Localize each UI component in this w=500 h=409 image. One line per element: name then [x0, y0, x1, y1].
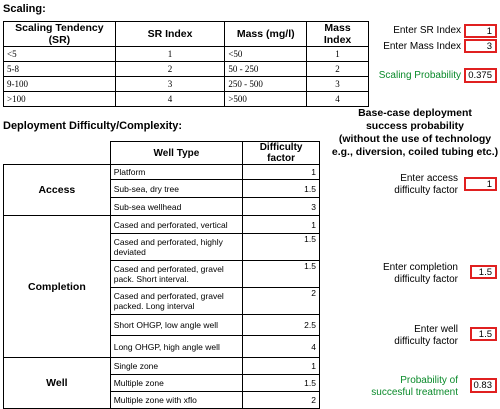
well-type-cell: Single zone [110, 358, 242, 375]
table-cell: 250 - 500 [225, 77, 307, 92]
table-cell: 1 [307, 47, 369, 62]
difficulty-cell: 2.5 [243, 315, 320, 336]
label-line: Enter completion [382, 262, 458, 273]
completion-difficulty-input[interactable]: 1.5 [470, 265, 497, 279]
treatment-probability-output: 0.83 [470, 378, 497, 393]
well-type-cell: Multiple zone [110, 375, 242, 392]
table-cell: >500 [225, 92, 307, 107]
label-line: succesful treatment [371, 387, 458, 398]
category-well: Well [4, 358, 111, 409]
base-case-heading-line: success probability [365, 120, 465, 132]
mass-index-input[interactable]: 3 [464, 39, 497, 53]
table-row [4, 62, 369, 77]
table-cell: 4 [307, 92, 369, 107]
table-cell: 2 [307, 62, 369, 77]
well-difficulty-label [365, 324, 458, 348]
base-case-heading-line: (without the use of technology [338, 133, 492, 145]
well-type-cell: Multiple zone with xflo [110, 392, 242, 409]
difficulty-cell: 1 [243, 165, 320, 180]
label-line: difficulty factor [394, 274, 458, 285]
mass-index-label: Enter Mass Index [383, 41, 461, 52]
difficulty-cell: 1 [243, 358, 320, 375]
table-cell: <50 [225, 47, 307, 62]
well-type-cell: Cased and perforated, gravel packed. Long interval [110, 288, 242, 315]
table-row [4, 92, 369, 107]
difficulty-cell: 1 [243, 216, 320, 234]
treatment-probability-label [355, 375, 458, 399]
deployment-table [3, 141, 320, 409]
label-line: difficulty factor [394, 336, 458, 347]
category-completion: Completion [4, 216, 111, 358]
difficulty-cell: 1.5 [243, 180, 320, 198]
column-header: Scaling Tendency (SR) [4, 22, 116, 47]
well-type-cell: Platform [110, 165, 242, 180]
sr-index-input[interactable]: 1 [464, 24, 497, 38]
scaling-probability-output: 0.375 [464, 68, 497, 83]
table-cell: 50 - 250 [225, 62, 307, 77]
scaling-heading: Scaling: [3, 3, 46, 15]
well-type-cell: Cased and perforated, vertical [110, 216, 242, 234]
base-case-heading-line: Base-case deployment [358, 107, 472, 119]
label-line: Enter well [414, 324, 458, 335]
table-row [4, 77, 369, 92]
table-row [4, 47, 369, 62]
table-row [4, 358, 320, 375]
column-header: Well Type [110, 142, 242, 165]
label-line: Enter access [400, 173, 458, 184]
table-cell: >100 [4, 92, 116, 107]
difficulty-cell: 1.5 [243, 375, 320, 392]
table-cell: <5 [4, 47, 116, 62]
sr-index-label: Enter SR Index [393, 25, 461, 36]
table-cell: 1 [115, 47, 225, 62]
column-header: Mass Index [307, 22, 369, 47]
table-row [4, 216, 320, 234]
well-type-cell: Sub-sea wellhead [110, 198, 242, 216]
category-access: Access [4, 165, 111, 216]
difficulty-cell: 1.5 [243, 261, 320, 288]
difficulty-cell: 2 [243, 392, 320, 409]
label-line: difficulty factor [394, 185, 458, 196]
deployment-heading: Deployment Difficulty/Complexity: [3, 120, 183, 132]
table-cell: 2 [115, 62, 225, 77]
well-type-cell: Sub-sea, dry tree [110, 180, 242, 198]
table-cell: 4 [115, 92, 225, 107]
difficulty-cell: 3 [243, 198, 320, 216]
access-difficulty-input[interactable]: 1 [464, 177, 497, 191]
access-difficulty-label [365, 173, 458, 197]
completion-difficulty-label [360, 262, 458, 286]
base-case-heading [330, 107, 500, 159]
table-cell: 3 [307, 77, 369, 92]
table-row [4, 165, 320, 180]
difficulty-cell: 4 [243, 336, 320, 358]
base-case-heading-line: e.g., diversion, coiled tubing etc.) [331, 146, 499, 158]
well-difficulty-input[interactable]: 1.5 [470, 327, 497, 341]
column-header: Difficulty factor [243, 142, 320, 165]
column-header: SR Index [115, 22, 225, 47]
column-header: Mass (mg/l) [225, 22, 307, 47]
table-cell: 9-100 [4, 77, 116, 92]
table-cell: 5-8 [4, 62, 116, 77]
difficulty-cell: 1.5 [243, 234, 320, 261]
difficulty-cell: 2 [243, 288, 320, 315]
label-line: Probability of [400, 375, 458, 386]
scaling-probability-label: Scaling Probability [378, 70, 461, 81]
well-type-cell: Cased and perforated, highly deviated [110, 234, 242, 261]
table-cell: 3 [115, 77, 225, 92]
well-type-cell: Short OHGP, low angle well [110, 315, 242, 336]
well-type-cell: Long OHGP, high angle well [110, 336, 242, 358]
scaling-table [3, 21, 369, 107]
well-type-cell: Cased and perforated, gravel pack. Short interval. [110, 261, 242, 288]
